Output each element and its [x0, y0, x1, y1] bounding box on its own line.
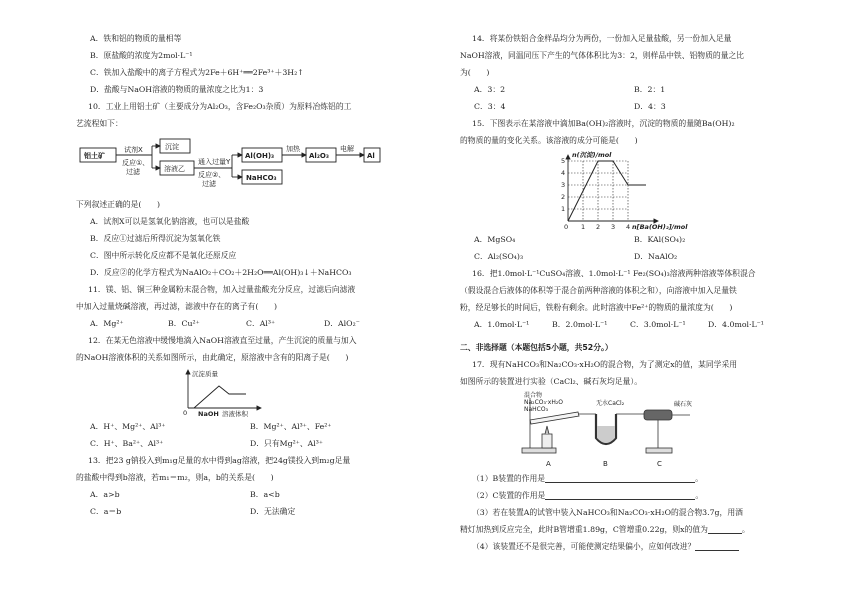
- q15-ytick-5: 5: [561, 157, 566, 165]
- q12-xlabel-a: NaOH: [198, 410, 219, 418]
- flow-filter2: 过滤: [202, 180, 216, 188]
- q13-stem-line2: 的盐酸中得到b溶液，若m₁＝m₂，则a，b的关系是( ): [76, 473, 274, 482]
- q17-apparatus: [460, 390, 800, 470]
- q15-ytick-2: 2: [561, 193, 566, 201]
- q15-stem-line2: 的物质的量的变化关系。该溶液的成分可能是( ): [460, 136, 638, 145]
- q14-options-row2: [460, 98, 800, 115]
- q17-stem-line1: 17．现有NaHCO₃和Na₂CO₃·xH₂O的混合物，为了测定x的值，某同学采用: [472, 360, 738, 369]
- flow-electro-label: 电解: [340, 145, 354, 153]
- app-mix-label3: NaHCO₃: [524, 406, 548, 413]
- q11-option-c: C．Al³⁺: [246, 319, 276, 328]
- flow-filter1: 过滤: [126, 168, 140, 176]
- q15-xtick-3: 3: [611, 223, 616, 231]
- q11-stem-line2: 中加入过量烧碱溶液，再过滤，滤液中存在的离子有( ): [76, 302, 278, 311]
- q15-xtick-2: 2: [596, 223, 601, 231]
- q12-option-d: D．只有Mg²⁺、Al³⁺: [250, 439, 324, 448]
- q12-stem-line2: 的NaOH溶液体积的关系如图所示，由此确定，原溶液中含有的阳离子是( ): [76, 353, 349, 362]
- q15-option-c: C．Al₂(SO₄)₃: [474, 252, 524, 261]
- q17-sub3-line2: [460, 521, 800, 538]
- q17-sub1-text: （1）B装置的作用是: [472, 474, 546, 483]
- q10-option-a: A．试剂X可以是氢氧化钠溶液，也可以是盐酸: [90, 217, 250, 226]
- q15-options-row2: [460, 248, 800, 265]
- flow-ore-label: 铝土矿: [84, 152, 105, 160]
- q14-stem-line2: NaOH溶液，同温同压下产生的气体体积比为3：2，则样品中铁、铝物质的量之比: [460, 51, 745, 60]
- q12-origin: 0: [183, 409, 188, 417]
- q17-sub2-text: （2）C装置的作用是: [472, 491, 546, 500]
- flow-reagent-x: 试剂X: [124, 146, 143, 154]
- q12-options-row1: [76, 418, 416, 435]
- flow-al2o3-label: Al₂O₃: [309, 152, 329, 160]
- q11-stem-line1: 11．镁、铝、铜三种金属粉末混合物，加入过量盐酸充分反应，过滤后向滤液: [88, 285, 356, 294]
- app-mix-label1: 混合物: [524, 392, 543, 399]
- app-label-a: A: [546, 460, 551, 468]
- q13-option-d: D．无法确定: [250, 507, 296, 516]
- q13-option-c: C．a＝b: [90, 507, 122, 516]
- q15-options-row1: [460, 231, 800, 248]
- q17-sub2-end: 。: [695, 491, 704, 500]
- flow-aloh3-label: Al(OH)₃: [245, 152, 275, 160]
- q15-ytick-3: 3: [561, 181, 566, 189]
- q16-stem-line1: 16．把1.0mol·L⁻¹CuSO₄溶液、1.0mol·L⁻¹ Fe₂(SO₄)₃溶液两种溶液等体积混合: [472, 269, 756, 278]
- section-two-heading: 二、非选择题（本题包括5小题，共52分。）: [460, 343, 613, 352]
- q10-stem-line1: 10．工业上用铝土矿（主要成分为Al₂O₃，含Fe₂O₃杂质）为原料冶炼铝的工: [88, 102, 352, 111]
- q13-stem-line1: 13．把23 g钠投入到m₁g足量的水中得到ag溶液，把24g镁投入到m₂g足量: [88, 456, 351, 465]
- app-lime-label: 碱石灰: [674, 401, 693, 408]
- q16-option-c: C．3.0mol·L⁻¹: [630, 320, 686, 329]
- q16-option-b: B．2.0mol·L⁻¹: [552, 320, 608, 329]
- q14-option-d: D．4：3: [634, 102, 666, 111]
- q12-options-row2: [76, 435, 416, 452]
- q13-options-row1: [76, 486, 416, 503]
- q10-stem-line2: 艺流程如下：: [76, 119, 123, 128]
- q15-xtick-4: 4: [626, 223, 631, 231]
- q16-option-a: A．1.0mol·L⁻¹: [474, 320, 530, 329]
- q11-options: [76, 315, 416, 332]
- q15-graph: [460, 149, 800, 231]
- q15-stem-line1: 15．下图表示在某溶液中滴加Ba(OH)₂溶液时，沉淀的物质的量随Ba(OH)₂: [472, 119, 735, 128]
- app-label-c: C: [657, 460, 662, 468]
- q15-ytick-1: 1: [561, 205, 566, 213]
- q16-option-d: D．4.0mol·L⁻¹: [708, 320, 764, 329]
- q15-ylabel: n(沉淀)/mol: [572, 151, 612, 159]
- q9-option-d: D．盐酸与NaOH溶液的物质的量浓度之比为1：3: [90, 85, 264, 94]
- flow-al-label: Al: [367, 152, 375, 160]
- q13-option-a: A．a>b: [90, 490, 120, 499]
- q16-stem-line2: （假设混合后液体的体积等于混合前两种溶液的体积之和），向溶液中加入足量铁: [460, 286, 737, 295]
- q14-option-c: C．3：4: [474, 102, 506, 111]
- q15-xlabel: n[Ba(OH)₂]/mol: [632, 223, 688, 231]
- q10-option-b: B．反应①过滤后所得沉淀为氢氧化铁: [90, 234, 221, 243]
- flow-step2: 反应②、: [198, 171, 226, 179]
- q14-stem-line3: 为( ): [460, 68, 490, 77]
- q11-option-d: D．AlO₂⁻: [324, 319, 360, 328]
- q15-xtick-1: 1: [581, 223, 586, 231]
- q12-option-b: B．Mg²⁺、Al³⁺、Fe²⁺: [250, 422, 332, 431]
- q17-sub4-blank: [695, 541, 739, 551]
- q17-sub2-blank: [545, 490, 695, 500]
- q15-curve: [568, 161, 646, 221]
- q12-graph: [76, 366, 416, 418]
- q10-flowchart: [76, 134, 416, 190]
- q16-stem-line3: 粉，经足够长的时间后，铁粉有剩余。此时溶液中Fe²⁺的物质的量浓度为( ): [460, 303, 733, 312]
- q9-option-a: A．铁和铝的物质的量相等: [90, 34, 182, 43]
- q13-option-b: B．a<b: [250, 490, 280, 499]
- q14-option-b: B．2：1: [634, 85, 666, 94]
- q10-option-c: C．图中所示转化反应都不是氧化还原反应: [90, 251, 237, 260]
- app-label-b: B: [603, 460, 608, 468]
- q15-ytick-4: 4: [561, 169, 566, 177]
- flow-step1: 反应①、: [122, 159, 150, 167]
- q17-sub3-end: 。: [741, 525, 750, 534]
- q17-sub4: [460, 538, 800, 555]
- q10-option-d: D．反应②的化学方程式为NaAlO₂＋CO₂＋2H₂O══Al(OH)₃↓＋NaHCO₃: [90, 268, 352, 277]
- app-mix-label2: Na₂CO₃·xH₂O: [524, 399, 563, 406]
- q15-xtick-0: 0: [564, 223, 569, 231]
- left-column: [76, 30, 416, 520]
- app-cacl2-label: 无水CaCl₂: [596, 400, 625, 407]
- q17-sub2: [460, 487, 800, 504]
- q15-option-b: B．KAl(SO₄)₂: [634, 235, 686, 244]
- q17-sub3-text: 精灯加热到反应完全，此时B管增重1.89g，C管增重0.22g，则x的值为: [460, 525, 708, 534]
- q10-question: 下列叙述正确的是( ): [76, 200, 161, 209]
- right-column: [460, 30, 800, 555]
- q14-stem-line1: 14．将某份铁铝合金样品均分为两份，一份加入足量盐酸，另一份加入足量: [472, 34, 732, 43]
- q15-option-a: A．MgSO₄: [474, 235, 516, 244]
- q12-stem-line1: 12．在某无色溶液中缓慢地滴入NaOH溶液直至过量，产生沉淀的质量与加入: [88, 336, 357, 345]
- q13-options-row2: [76, 503, 416, 520]
- q12-option-c: C．H⁺、Ba²⁺、Al³⁺: [90, 439, 164, 448]
- q17-sub1-end: 。: [695, 474, 703, 483]
- q12-option-a: A．H⁺、Mg²⁺、Al³⁺: [90, 422, 166, 431]
- flow-solution-label: 溶液乙: [164, 165, 185, 173]
- q17-sub3-blank: [708, 524, 742, 534]
- q11-option-a: A．Mg²⁺: [90, 319, 124, 328]
- q15-option-d: D．NaAlO₂: [634, 252, 678, 261]
- q11-option-b: B．Cu²⁺: [168, 319, 200, 328]
- q9-option-c: C．铁加入盐酸中的离子方程式为2Fe＋6H⁺══2Fe³⁺＋3H₂↑: [90, 68, 304, 77]
- flow-co2-label: 通入过量Y: [198, 158, 231, 166]
- q17-sub3-line1: （3）若在装置A的试管中装入NaHCO₃和Na₂CO₃·xH₂O的混合物3.7g，用酒: [472, 508, 743, 517]
- flow-nahco3-label: NaHCO₃: [246, 174, 277, 182]
- q17-sub1-blank: [545, 473, 695, 483]
- q17-sub4-text: （4）该装置还不是很完善，可能使测定结果偏小，应如何改进？: [472, 542, 696, 551]
- flow-precip-label: 沉淀: [165, 143, 179, 151]
- q14-option-a: A．3：2: [474, 85, 506, 94]
- q17-sub1: [460, 470, 800, 487]
- q16-options: [460, 316, 800, 333]
- q12-curve: [194, 386, 246, 408]
- q14-options-row1: [460, 81, 800, 98]
- q9-option-b: B．原盐酸的浓度为2mol·L⁻¹: [90, 51, 193, 60]
- q17-stem-line2: 如图所示的装置进行实验（CaCl₂、碱石灰均足量）。: [460, 377, 643, 386]
- flow-heat-label: 加热: [286, 145, 300, 153]
- q12-ylabel: 沉淀质量: [192, 370, 218, 378]
- q12-xlabel-b: 溶液体积: [222, 410, 248, 418]
